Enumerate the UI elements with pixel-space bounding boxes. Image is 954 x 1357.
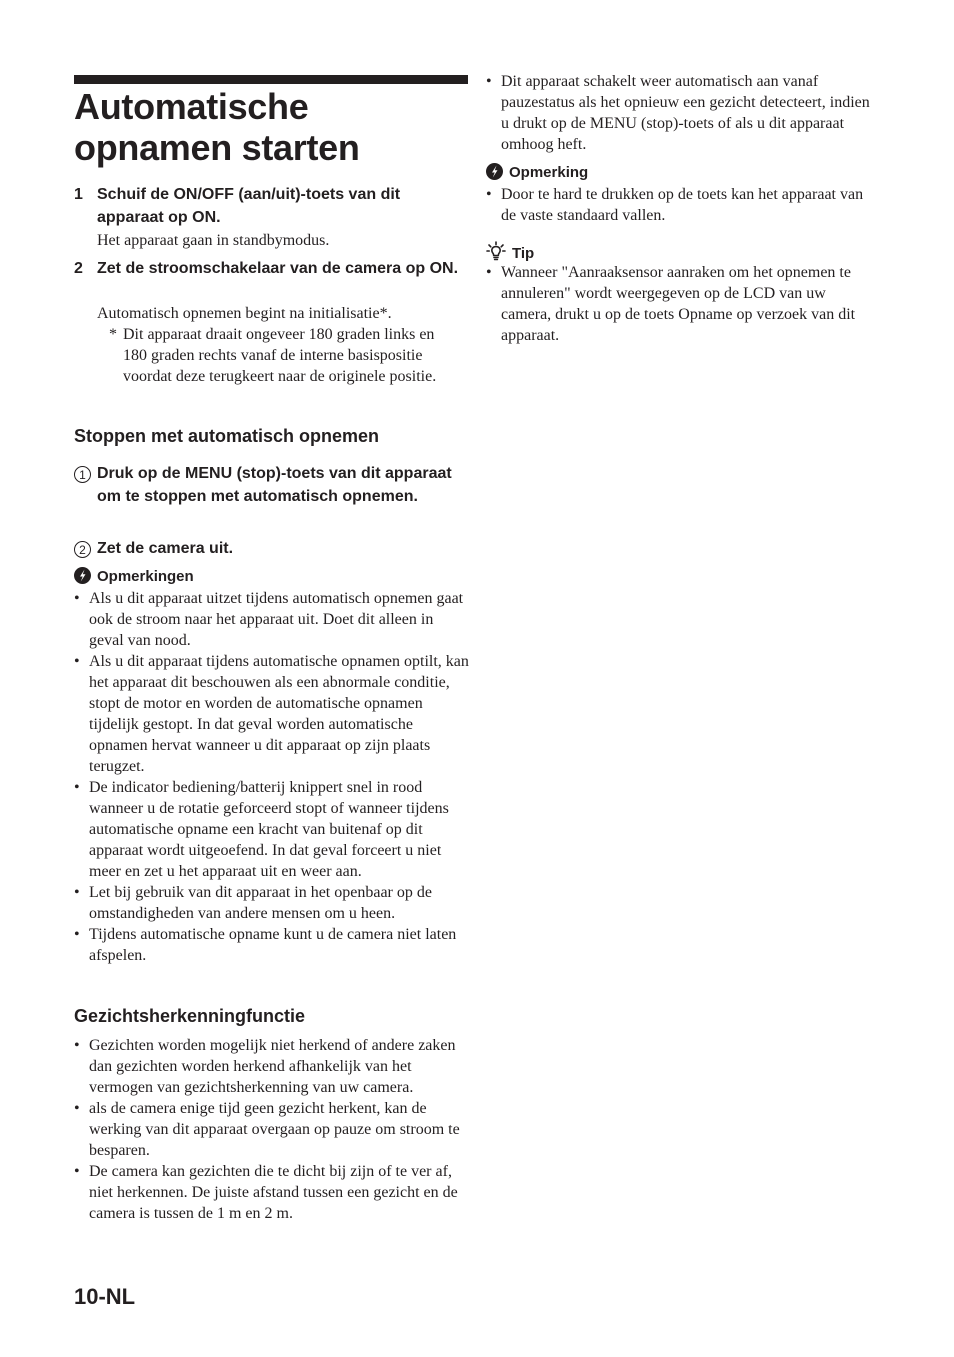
circled-number: 1	[74, 466, 91, 483]
section-heading-stop: Stoppen met automatisch opnemen	[74, 426, 380, 446]
step-number: 1	[74, 186, 83, 203]
step-text: Zet de camera uit.	[97, 540, 234, 557]
list-item: • Als u dit apparaat tijdens automatische opnamen optilt, kan het apparaat dit beschouwen als een abnormale conditie, stopt de motor en worden de automatische opnamen tijdelijk gestopt. In dat geval worden automatische opnamen hervat wanneer u dit apparaat op zijn plaats terugzet.	[74, 651, 470, 777]
list-item: • Als u dit apparaat uitzet tijdens automatisch opnemen gaat ook de stroom naar het apparaat uit. Doet dit alleen in geval van nood.	[74, 588, 470, 651]
caution-icon	[74, 567, 91, 590]
step-description: Automatisch opnemen begint na initialisatie*.	[97, 305, 392, 322]
step-text: Druk op de MENU (stop)-toets van dit apparaat om te stoppen met automatisch opnemen.	[97, 465, 452, 505]
title-rule	[74, 75, 468, 84]
section-heading-face: Gezichtsherkenningfunctie	[74, 1006, 306, 1026]
page-number: 10-NL	[74, 1284, 136, 1309]
note-list	[486, 184, 878, 226]
caution-icon	[486, 163, 503, 186]
notes-heading	[74, 567, 194, 590]
note-heading-text: Opmerking	[509, 164, 589, 181]
step-text: Schuif de ON/OFF (aan/uit)-toets van dit apparaat op ON.	[97, 186, 401, 226]
list-item: • Wanneer "Aanraaksensor aanraken om het opnemen te annuleren" wordt weergegeven op de LCD van uw camera, drukt u op de toets Opname op verzoek van dit apparaat.	[486, 262, 878, 346]
right-bullet-list	[486, 71, 878, 155]
list-item: • als de camera enige tijd geen gezicht herkent, kan de werking van dit apparaat overgaan op pauze om stroom te besparen.	[74, 1098, 468, 1161]
face-list	[74, 1035, 468, 1224]
tip-heading-text: Tip	[512, 245, 535, 262]
list-item: • Door te hard te drukken op de toets kan het apparaat van de vaste standaard vallen.	[486, 184, 878, 226]
step-2	[74, 258, 470, 281]
list-item: • Gezichten worden mogelijk niet herkend of andere zaken dan gezichten worden herkend afhankelijk van het vermogen van gezichtsherkenning van uw camera.	[74, 1035, 468, 1098]
tip-list	[486, 262, 878, 346]
circled-number: 2	[74, 541, 91, 558]
footnote-text: Dit apparaat draait ongeveer 180 graden links en 180 graden rechts vanaf de interne basispositie voordat deze terugkeert naar de originele positie.	[123, 326, 437, 385]
list-item: • De camera kan gezichten die te dicht bij zijn of te ver af, niet herkennen. De juiste afstand tussen een gezicht en de camera is tussen de 1 m en 2 m.	[74, 1161, 468, 1224]
step-1	[74, 184, 470, 229]
stop-step-1	[74, 463, 470, 508]
stop-step-2	[74, 538, 470, 561]
step-text: Zet de stroomschakelaar van de camera op ON.	[97, 260, 459, 277]
notes-list	[74, 588, 470, 966]
page-title: Automatische opnamen starten	[74, 86, 360, 168]
list-item: • De indicator bediening/batterij knippert snel in rood wanneer u de rotatie geforceerd stopt of wanneer tijdens automatische opname een kracht van buitenaf op dit apparaat wordt uitgeoefend. In dat geval forceert u niet meer en zet u het apparaat uit en weer aan.	[74, 777, 470, 882]
list-item: • Dit apparaat schakelt weer automatisch aan vanaf pauzestatus als het opnieuw een gezicht detecteert, indien u drukt op de MENU (stop)-toets of als u dit apparaat omhoog heft.	[486, 71, 878, 155]
list-item: • Let bij gebruik van dit apparaat in het openbaar op de omstandigheden van andere mensen om u heen.	[74, 882, 470, 924]
step-number: 2	[74, 260, 83, 277]
note-heading	[486, 163, 588, 186]
step-description: Het apparaat gaan in standbymodus.	[97, 232, 330, 249]
footnote-mark: *	[109, 326, 117, 343]
notes-heading-text: Opmerkingen	[97, 568, 194, 585]
list-item: • Tijdens automatische opname kunt u de camera niet laten afspelen.	[74, 924, 470, 966]
